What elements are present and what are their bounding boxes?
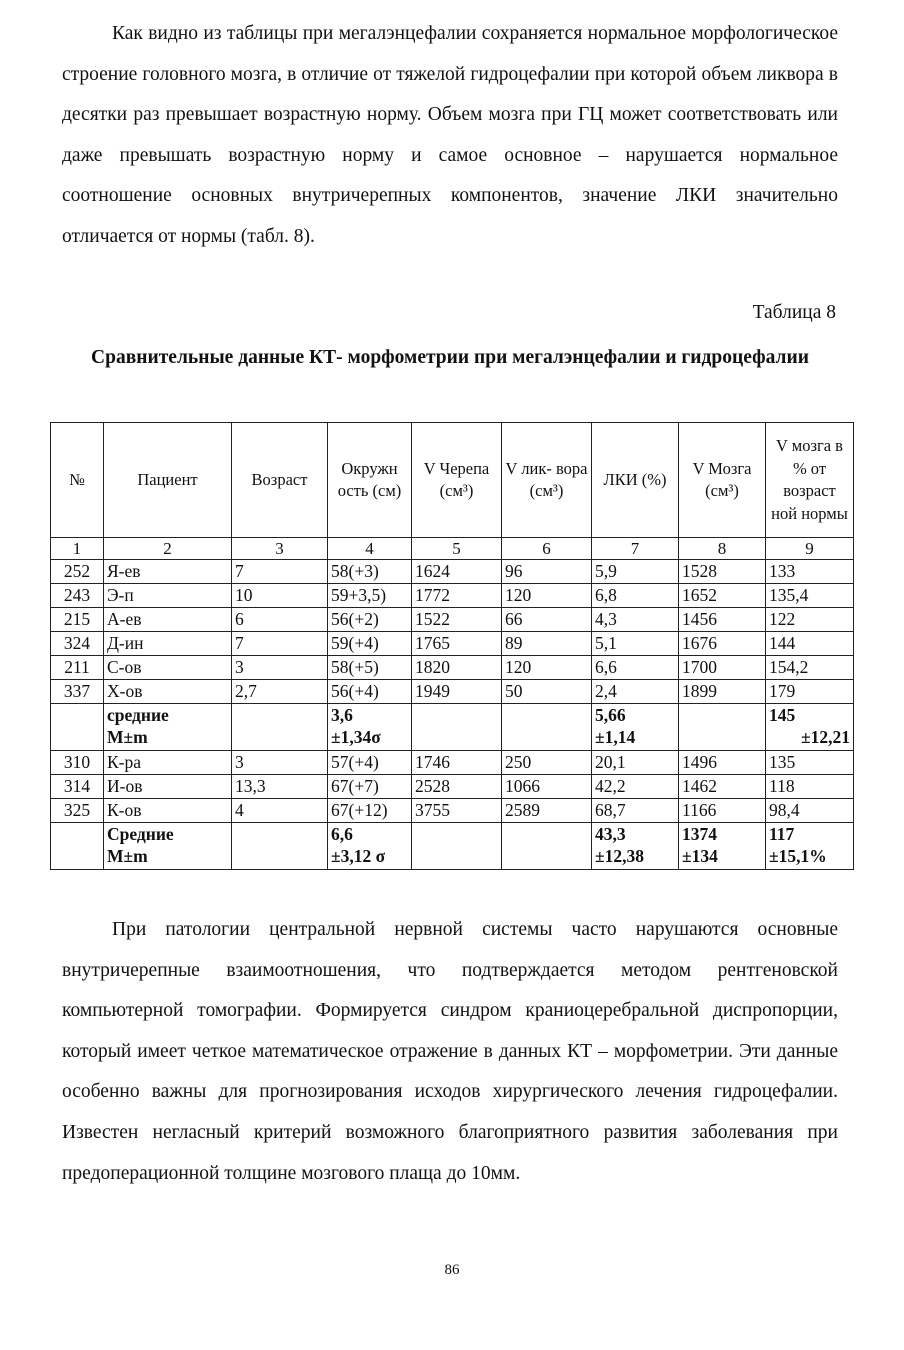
table-cell: 310 (51, 751, 104, 775)
table-cell: 4,3 (592, 608, 679, 632)
table-cell: 1066 (502, 775, 592, 799)
table-cell: 1462 (679, 775, 766, 799)
page-number: 86 (444, 1262, 460, 1278)
column-number: 2 (104, 538, 232, 560)
table-row (51, 799, 854, 823)
table-cell: 215 (51, 608, 104, 632)
table-cell: 67(+12) (328, 799, 412, 823)
table-cell: 5,1 (592, 632, 679, 656)
header-cell: V Мозга (см³) (679, 423, 766, 538)
summary-cell (766, 704, 854, 751)
table-cell: 56(+2) (328, 608, 412, 632)
table-cell: 58(+5) (328, 656, 412, 680)
column-number: 9 (766, 538, 854, 560)
table-cell: 66 (502, 608, 592, 632)
column-number: 4 (328, 538, 412, 560)
table-row (51, 608, 854, 632)
table-cell: 7 (232, 632, 328, 656)
table-cell: 325 (51, 799, 104, 823)
table-cell: Д-ин (104, 632, 232, 656)
table-cell: 1772 (412, 584, 502, 608)
table-cell: 50 (502, 680, 592, 704)
table-cell: К-ра (104, 751, 232, 775)
table-cell: 20,1 (592, 751, 679, 775)
column-number: 7 (592, 538, 679, 560)
table-cell: 1765 (412, 632, 502, 656)
table-cell: 6,6 (592, 656, 679, 680)
table-cell: 135 (766, 751, 854, 775)
column-number: 6 (502, 538, 592, 560)
table-cell: 211 (51, 656, 104, 680)
table-cell: С-ов (104, 656, 232, 680)
summary-cell (502, 823, 592, 870)
table-title: Сравнительные данные КТ- морфометрии при мегалэнцефалии и гидроцефалии (91, 347, 809, 368)
intro-paragraph: Как видно из таблицы при мегалэнцефалии сохраняется нормальное морфологическое строение головного мозга, в отличие от тяжелой гидроцефалии при которой объем ликвора в десятки раз превышает возрастную норму. Объем мозга при ГЦ может соответствовать или даже превышать возрастную норму и самое основное – нарушается нормальное соотношение основных внутричерепных компонентов, значение ЛКИ значительно отличается от нормы (табл. 8). (62, 23, 838, 247)
header-cell: ЛКИ (%) (592, 423, 679, 538)
summary-error: ±12,21 (801, 727, 850, 747)
table-cell: 7 (232, 560, 328, 584)
summary-cell (232, 704, 328, 751)
table-cell: 252 (51, 560, 104, 584)
summary-error: M±m (107, 846, 148, 866)
table-row (51, 775, 854, 799)
table-cell: 89 (502, 632, 592, 656)
summary-value: 6,6 (331, 824, 353, 844)
table-cell: 324 (51, 632, 104, 656)
table-cell: 1522 (412, 608, 502, 632)
table-cell: 13,3 (232, 775, 328, 799)
summary-row (51, 823, 854, 870)
closing-paragraph: При патологии центральной нервной системы часто нарушаются основные внутричерепные взаимоотношения, что подтверждается методом рентгеновской компьютерной томографии. Формируется синдром краниоцеребральной диспропорции, который имеет четкое математическое отражение в данных КТ – морфометрии. Эти данные особенно важны для прогнозирования исходов хирургического лечения гидроцефалии. Известен негласный критерий возможного благоприятного развития заболевания при предоперационной толщине мозгового плаща до 10мм. (62, 919, 838, 1184)
table-cell: 1496 (679, 751, 766, 775)
summary-value: 5,66 (595, 705, 626, 725)
table-cell: 118 (766, 775, 854, 799)
column-number-row (51, 538, 854, 560)
table-cell: А-ев (104, 608, 232, 632)
table-cell: 179 (766, 680, 854, 704)
table-cell: И-ов (104, 775, 232, 799)
table-cell: 1652 (679, 584, 766, 608)
summary-cell (679, 704, 766, 751)
table-row (51, 680, 854, 704)
summary-value: 117 (769, 824, 795, 844)
table-cell: 1949 (412, 680, 502, 704)
table-cell: 4 (232, 799, 328, 823)
column-number: 3 (232, 538, 328, 560)
summary-cell (592, 823, 679, 870)
table-cell: 98,4 (766, 799, 854, 823)
table-cell: 135,4 (766, 584, 854, 608)
table-cell: 133 (766, 560, 854, 584)
table-cell: 42,2 (592, 775, 679, 799)
table-cell: 56(+4) (328, 680, 412, 704)
header-cell: V лик- вора (см³) (502, 423, 592, 538)
table-cell: 120 (502, 584, 592, 608)
table-row (51, 751, 854, 775)
summary-value: Средние (107, 824, 174, 844)
summary-cell (328, 823, 412, 870)
column-number: 8 (679, 538, 766, 560)
table-cell: К-ов (104, 799, 232, 823)
table-cell: 2,7 (232, 680, 328, 704)
header-cell: Возраст (232, 423, 328, 538)
table-cell: 67(+7) (328, 775, 412, 799)
table-cell: 1456 (679, 608, 766, 632)
table-cell: 243 (51, 584, 104, 608)
table-cell: 68,7 (592, 799, 679, 823)
header-row (51, 423, 854, 538)
table-cell: 57(+4) (328, 751, 412, 775)
table-cell: 3755 (412, 799, 502, 823)
table-cell: 1676 (679, 632, 766, 656)
table-body (51, 560, 854, 870)
summary-cell (412, 704, 502, 751)
summary-cell (104, 823, 232, 870)
table-cell: 58(+3) (328, 560, 412, 584)
summary-error: ±12,38 (595, 846, 644, 866)
table-cell: 3 (232, 656, 328, 680)
table-cell: 154,2 (766, 656, 854, 680)
header-cell: V мозга в % от возраст ной нормы (766, 423, 854, 538)
table-cell: 1899 (679, 680, 766, 704)
table-cell: 1528 (679, 560, 766, 584)
table-cell: 10 (232, 584, 328, 608)
table-cell: 6,8 (592, 584, 679, 608)
summary-error: ±134 (682, 846, 718, 866)
table-cell: 250 (502, 751, 592, 775)
table-cell: Х-ов (104, 680, 232, 704)
summary-cell (51, 704, 104, 751)
summary-cell (328, 704, 412, 751)
summary-value: 43,3 (595, 824, 626, 844)
table-cell: 3 (232, 751, 328, 775)
morphometry-table (50, 422, 854, 870)
summary-error: ±1,14 (595, 727, 636, 747)
table-cell: 1624 (412, 560, 502, 584)
column-number: 1 (51, 538, 104, 560)
header-cell: Окружн ость (см) (328, 423, 412, 538)
table-cell: 1166 (679, 799, 766, 823)
summary-cell (592, 704, 679, 751)
header-cell: № (51, 423, 104, 538)
table-cell: 144 (766, 632, 854, 656)
table-cell: 59+3,5) (328, 584, 412, 608)
header-cell: Пациент (104, 423, 232, 538)
summary-error: ±1,34σ (331, 727, 381, 747)
table-cell: 120 (502, 656, 592, 680)
table-cell: 2,4 (592, 680, 679, 704)
table-row (51, 560, 854, 584)
summary-value: 145 (769, 705, 796, 725)
table-cell: 122 (766, 608, 854, 632)
summary-cell (232, 823, 328, 870)
table-row (51, 584, 854, 608)
summary-value: средние (107, 705, 169, 725)
summary-cell (51, 823, 104, 870)
summary-value: 1374 (682, 824, 717, 844)
table-cell: 59(+4) (328, 632, 412, 656)
header-cell: V Черепа (см³) (412, 423, 502, 538)
table-cell: 2589 (502, 799, 592, 823)
table-cell: 1700 (679, 656, 766, 680)
table-cell: Э-п (104, 584, 232, 608)
summary-value: 3,6 (331, 705, 353, 725)
summary-cell (766, 823, 854, 870)
table-cell: 6 (232, 608, 328, 632)
table-cell: 1820 (412, 656, 502, 680)
table-label: Таблица 8 (752, 302, 836, 323)
table-cell: 314 (51, 775, 104, 799)
table-cell: 2528 (412, 775, 502, 799)
summary-error: ±3,12 σ (331, 846, 386, 866)
table-cell: Я-ев (104, 560, 232, 584)
summary-error: ±15,1% (769, 846, 827, 866)
table-cell: 337 (51, 680, 104, 704)
summary-error: M±m (107, 727, 148, 747)
table-cell: 96 (502, 560, 592, 584)
table-row (51, 632, 854, 656)
table-cell: 1746 (412, 751, 502, 775)
summary-cell (412, 823, 502, 870)
summary-cell (104, 704, 232, 751)
summary-row (51, 704, 854, 751)
column-number: 5 (412, 538, 502, 560)
table-row (51, 656, 854, 680)
summary-cell (502, 704, 592, 751)
summary-cell (679, 823, 766, 870)
table-cell: 5,9 (592, 560, 679, 584)
